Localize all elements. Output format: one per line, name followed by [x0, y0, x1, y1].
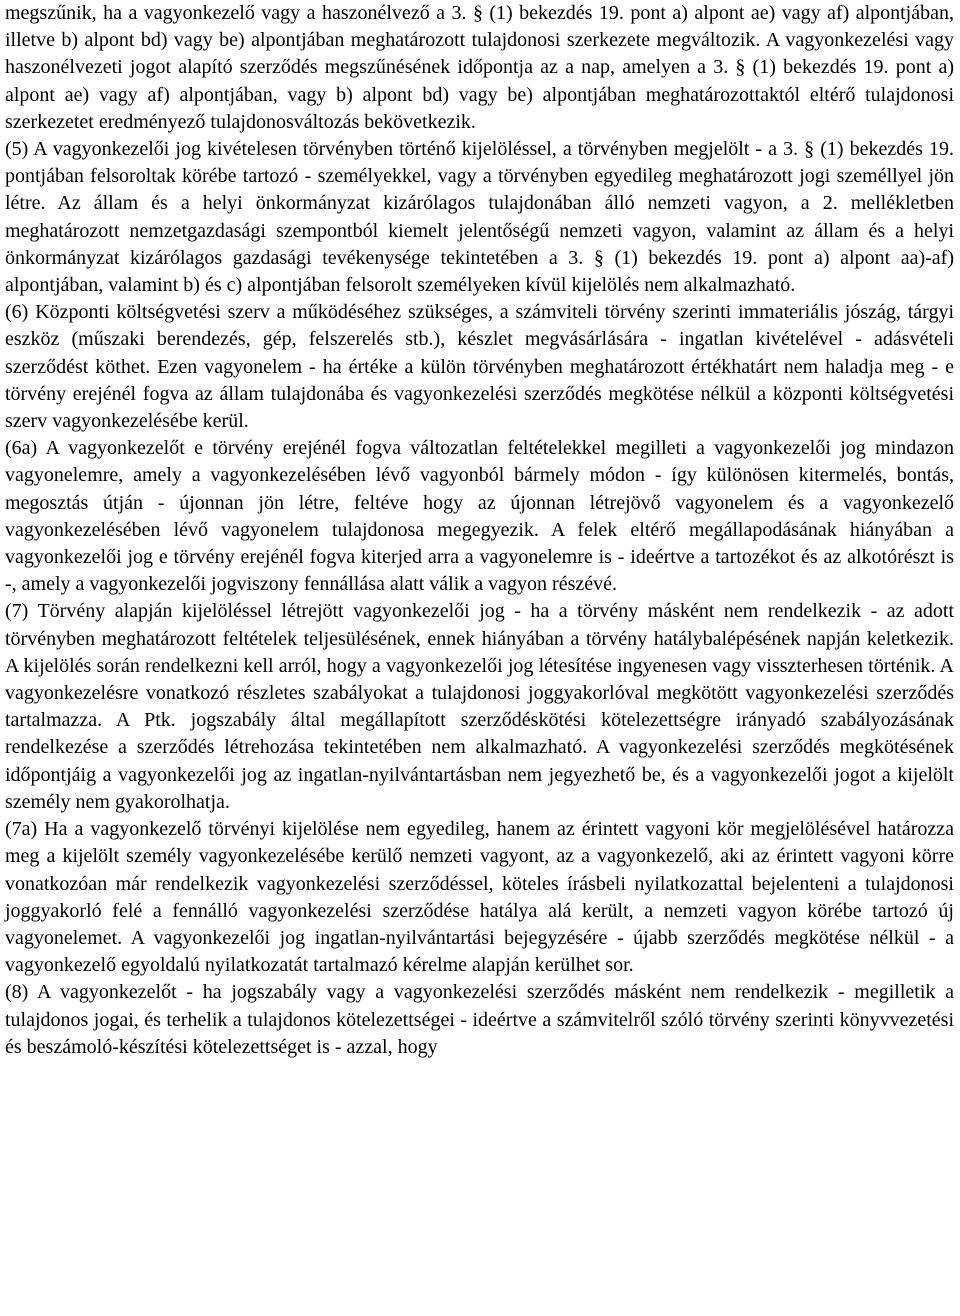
paragraph-5: (5) A vagyonkezelői jog kivételesen törvényben történő kijelöléssel, a törvényben megjelölt - a 3. § (1) bekezdés 19. pontjában felsoroltak körébe tartozó - személyekkel, vagy a törvényben egyedileg meghatározott jogi személlyel jön létre. Az állam és a helyi önkormányzat kizárólagos tulajdonában álló nemzeti vagyon, a 2. mellékletben meghatározott nemzetgazdasági szempontból kiemelt jelentőségű nemzeti vagyon, valamint az állam és a helyi önkormányzat kizárólagos gazdasági tevékenysége tekintetében a 3. § (1) bekezdés 19. pont a) alpont aa)-af) alpontjában, valamint b) és c) alpontjában felsorolt személyeken kívül kijelölés nem alkalmazható.	[5, 138, 954, 297]
paragraph-6: (6) Központi költségvetési szerv a működéséhez szükséges, a számviteli törvény szerinti immateriális jószág, tárgyi eszköz (műszaki berendezés, gép, felszerelés stb.), készlet megvásárlására - ingatlan kivételével - adásvételi szerződést köthet. Ezen vagyonelem - ha értéke a külön törvényben meghatározott értékhatárt nem haladja meg - e törvény erejénél fogva az állam tulajdonába és vagyonkezelési szerződés megkötése nélkül a központi költségvetési szerv vagyonkezelésébe kerül.	[5, 301, 954, 433]
paragraph-7: (7) Törvény alapján kijelöléssel létrejött vagyonkezelői jog - ha a törvény másként nem rendelkezik - az adott törvényben meghatározott feltételek teljesülésének, ennek hiányában a törvény hatálybalépésének napján keletkezik. A kijelölés során rendelkezni kell arról, hogy a vagyonkezelői jog létesítése ingyenesen vagy visszterhesen történik. A vagyonkezelésre vonatkozó részletes szabályokat a tulajdonosi joggyakorlóval megkötött vagyonkezelési szerződés tartalmazza. A Ptk. jogszabály által megállapított szerződéskötési kötelezettségre irányadó szabályozásának rendelkezése a szerződés létrehozása tekintetében nem alkalmazható. A vagyonkezelési szerződés megkötésének időpontjáig a vagyonkezelői jog az ingatlan-nyilvántartásban nem jegyezhető be, és a vagyonkezelői jogot a kijelölt személy nem gyakorolhatja.	[5, 600, 954, 813]
paragraph-continuation: megszűnik, ha a vagyonkezelő vagy a haszonélvező a 3. § (1) bekezdés 19. pont a) alpont ae) vagy af) alpontjában, illetve b) alpont bd) vagy be) alpontjában meghatározott tulajdonosi szerkezete megváltozik. A vagyonkezelési vagy haszonélvezeti jogot alapító szerződés megszűnésének időpontja az a nap, amelyen a 3. § (1) bekezdés 19. pont a) alpont ae) vagy af) alpontjában, vagy b) alpont bd) vagy be) alpontjában meghatározottaktól eltérő tulajdonosi szerkezetet eredményező tulajdonosváltozás bekövetkezik.	[5, 2, 954, 133]
paragraph-6a: (6a) A vagyonkezelőt e törvény erejénél fogva változatlan feltételekkel megilleti a vagyonkezelői jog mindazon vagyonelemre, amely a vagyonkezelésében lévő vagyonból bármely módon - így különösen kitermelés, bontás, megosztás útján - újonnan jön létre, feltéve hogy az újonnan létrejövő vagyonelem és a vagyonkezelő vagyonkezelésében lévő vagyonelem tulajdonosa megegyezik. A felek eltérő megállapodásának hiányában a vagyonkezelői jog e törvény erejénél fogva kiterjed arra a vagyonelemre is - ideértve a tartozékot és az alkotórészt is -, amely a vagyonkezelői jogviszony fennállása alatt válik a vagyon részévé.	[5, 437, 954, 596]
paragraph-8: (8) A vagyonkezelőt - ha jogszabály vagy a vagyonkezelési szerződés másként nem rendelkezik - megilletik a tulajdonos jogai, és terhelik a tulajdonos kötelezettségei - ideértve a számvitelről szóló törvény szerinti könyvvezetési és beszámoló-készítési kötelezettséget is - azzal, hogy	[5, 981, 954, 1058]
paragraph-7a: (7a) Ha a vagyonkezelő törvényi kijelölése nem egyedileg, hanem az érintett vagyoni kör megjelölésével határozza meg a kijelölt személy vagyonkezelésébe kerülő nemzeti vagyont, az a vagyonkezelő, aki az érintett vagyoni körre vonatkozóan már rendelkezik vagyonkezelési szerződéssel, köteles írásbeli nyilatkozattal bejelenteni a tulajdonosi joggyakorló felé a fennálló vagyonkezelési szerződése hatálya alá került, a nemzeti vagyon körébe tartozó új vagyonelemet. A vagyonkezelői jog ingatlan-nyilvántartási bejegyzésére - újabb szerződés megkötése nélkül - a vagyonkezelő egyoldalú nyilatkozatát tartalmazó kérelme alapján kerülhet sor.	[5, 818, 954, 977]
